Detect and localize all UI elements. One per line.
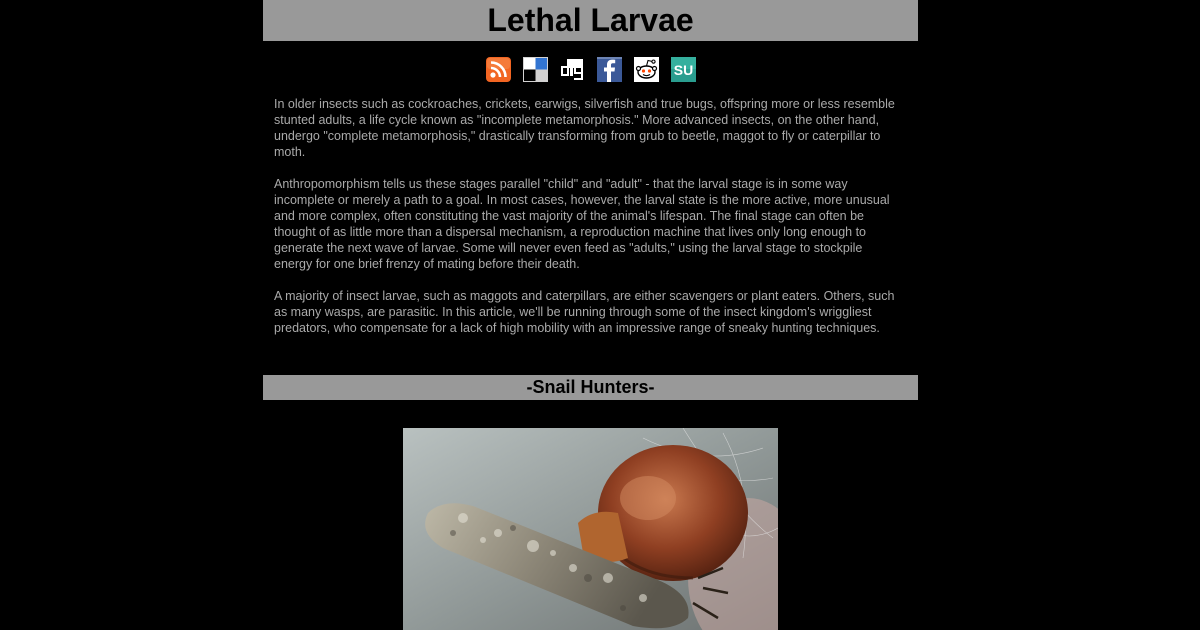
digg-icon[interactable] xyxy=(560,57,585,82)
reddit-icon[interactable] xyxy=(634,57,659,82)
stumbleupon-icon[interactable] xyxy=(671,57,696,82)
delicious-icon[interactable] xyxy=(523,57,548,82)
article-paragraph: Anthropomorphism tells us these stages parallel "child" and "adult" - that the larval stage is in some way incomplete or merely a path to a goal. In most cases, however, the larval state is the more active, more unusual and more complex, often constituting the vast majority of the animal's lifespan. The final stage can often be thought of as little more than a dispersal mechanism, a reproduction machine that lives only long enough to generate the next wave of larvae. Some will never even feed as "adults," using the larval stage to stockpile energy for one brief frenzy of mating before their death. xyxy=(274,177,890,271)
facebook-icon[interactable] xyxy=(597,57,622,82)
share-bar xyxy=(263,57,918,85)
article-paragraph: In older insects such as cockroaches, crickets, earwigs, silverfish and true bugs, offspring more or less resemble stunted adults, a life cycle known as "incomplete metamorphosis." More advanced insects, on the other hand, undergo "complete metamorphosis," drastically transforming from grub to beetle, maggot to fly or caterpillar to moth. xyxy=(274,97,895,159)
content-column xyxy=(263,0,918,352)
section-heading: -Snail Hunters- xyxy=(263,375,918,400)
rss-icon[interactable] xyxy=(486,57,511,82)
svg-text:SU: SU xyxy=(673,62,693,78)
article-body xyxy=(263,85,918,336)
larva-snail-photo xyxy=(403,428,778,630)
article-paragraph: A majority of insect larvae, such as maggots and caterpillars, are either scavengers or plant eaters. Others, such as many wasps, are parasitic. In this article, we'll be running through some of the insect kingdom's wriggliest predators, who compensate for a lack of high mobility with an impressive range of sneaky hunting techniques. xyxy=(274,289,895,335)
page-title: Lethal Larvae xyxy=(263,0,918,41)
